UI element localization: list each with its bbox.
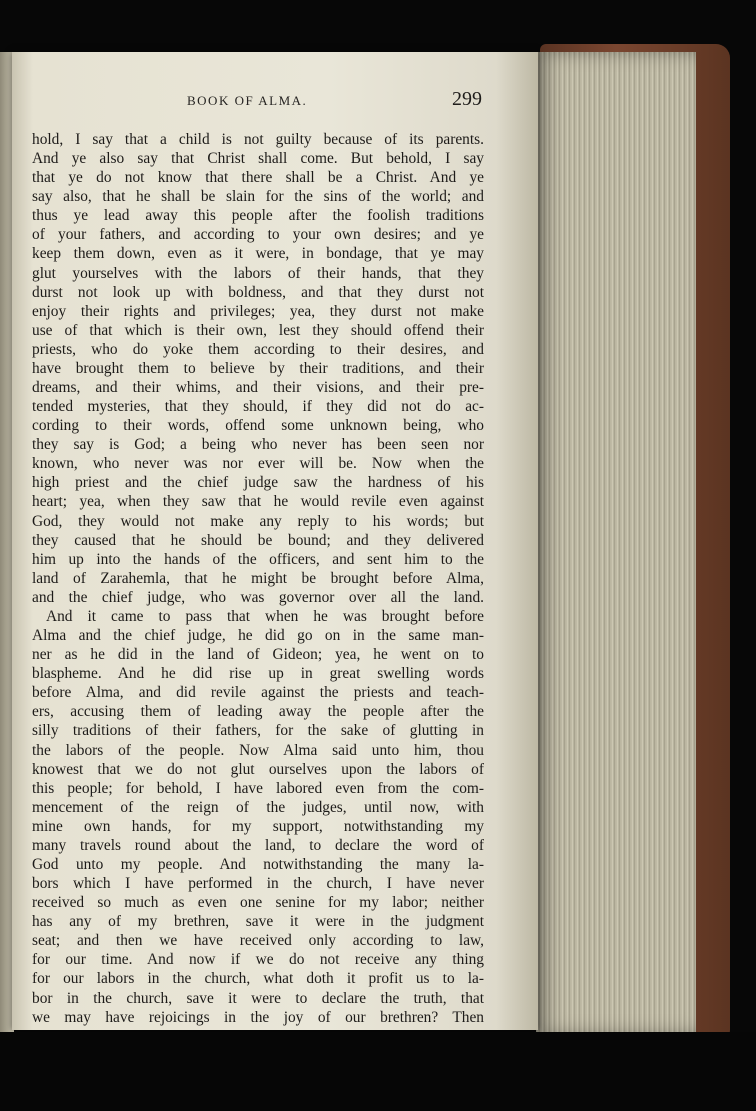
text-line: blaspheme. And he did rise up in great swelling words: [32, 665, 484, 683]
text-line: God unto my people. And notwithstanding the many la-: [32, 855, 484, 873]
text-line: for our labors in the church, what doth it profit us to la-: [32, 970, 484, 988]
text-line: land of Zarahemla, that he might be brought before Alma,: [32, 569, 484, 587]
text-line: hold, I say that a child is not guilty because of its parents.: [32, 131, 484, 148]
text-line: God, they would not make any reply to his words; but: [32, 512, 484, 530]
background-shadow: [0, 1032, 756, 1111]
text-line: we may have rejoicings in the joy of our brethren? Then: [32, 1008, 484, 1026]
text-line: heart; yea, when they saw that he would revile even against: [32, 493, 484, 511]
text-line: And ye also say that Christ shall come. But behold, I say: [32, 150, 484, 168]
text-line: have brought them to believe by their traditions, and their: [32, 359, 484, 377]
body-text: [32, 130, 484, 1027]
text-line: before Alma, and did revile against the priests and teach-: [32, 684, 484, 702]
text-line: say also, that he shall be slain for the sins of the world; and: [32, 188, 484, 206]
text-line: that ye do not know that there shall be a Christ. And ye: [32, 169, 484, 187]
text-line: priests, who do yoke them according to their desires, and: [32, 340, 484, 358]
text-line: of your fathers, and according to your own desires; and ye: [32, 226, 484, 244]
text-line: enjoy their rights and privileges; yea, they durst not make: [32, 302, 484, 320]
text-line: received so much as even one senine for my labor; neither: [32, 894, 484, 912]
text-line: bor in the church, save it were to declare the truth, that: [32, 989, 484, 1007]
text-line: and the chief judge, who was governor over all the land.: [32, 588, 484, 606]
text-line: bors which I have performed in the church, I have never: [32, 875, 484, 893]
text-line: mencement of the reign of the judges, until now, with: [32, 798, 484, 816]
text-line: him up into the hands of the officers, and sent him to the: [32, 550, 484, 568]
text-line: ner as he did in the land of Gideon; yea, he went on to: [32, 646, 484, 664]
running-head: BOOK OF ALMA.: [187, 93, 308, 108]
text-line: durst not look up with boldness, and that they durst not: [32, 283, 484, 301]
text-line: Alma and the chief judge, he did go on in the same man-: [32, 627, 484, 645]
page-header: [34, 90, 484, 116]
page-edges: [536, 52, 696, 1034]
text-line: high priest and the chief judge saw the hardness of his: [32, 474, 484, 492]
text-line: And it came to pass that when he was brought before: [46, 607, 484, 625]
text-line: they caused that he should be bound; and they delivered: [32, 531, 484, 549]
text-line: use of that which is their own, lest they should offend their: [32, 321, 484, 339]
text-line: knowest that we do not glut ourselves upon the labors of: [32, 760, 484, 778]
text-line: the labors of the people. Now Alma said unto him, thou: [32, 741, 484, 759]
text-line: they say is God; a being who never has been seen nor: [32, 436, 484, 454]
text-line: known, who never was nor ever will be. Now when the: [32, 455, 484, 473]
text-line: this people; for behold, I have labored even from the com-: [32, 779, 484, 797]
page-number: 299: [452, 88, 482, 110]
text-line: keep them down, even as it were, in bondage, that ye may: [32, 245, 484, 263]
text-line: ers, accusing them of leading away the people after the: [32, 703, 484, 721]
text-line: thus ye lead away this people after the foolish traditions: [32, 207, 484, 225]
text-line: silly traditions of their fathers, for the sake of glutting in: [32, 722, 484, 740]
text-line: dreams, and their whims, and their visions, and their pre-: [32, 379, 484, 397]
text-line: many travels round about the land, to declare the word of: [32, 836, 484, 854]
text-line: seat; and then we have received only according to law,: [32, 932, 484, 950]
text-line: glut yourselves with the labors of their hands, that they: [32, 264, 484, 282]
text-line: has any of my brethren, save it were in the judgment: [32, 913, 484, 931]
text-line: cording to their words, offend some unknown being, who: [32, 417, 484, 435]
text-line: tended mysteries, that they should, if they did not do ac-: [32, 398, 484, 416]
text-line: mine own hands, for my support, notwithstanding my: [32, 817, 484, 835]
text-line: for our time. And now if we do not receive any thing: [32, 951, 484, 969]
